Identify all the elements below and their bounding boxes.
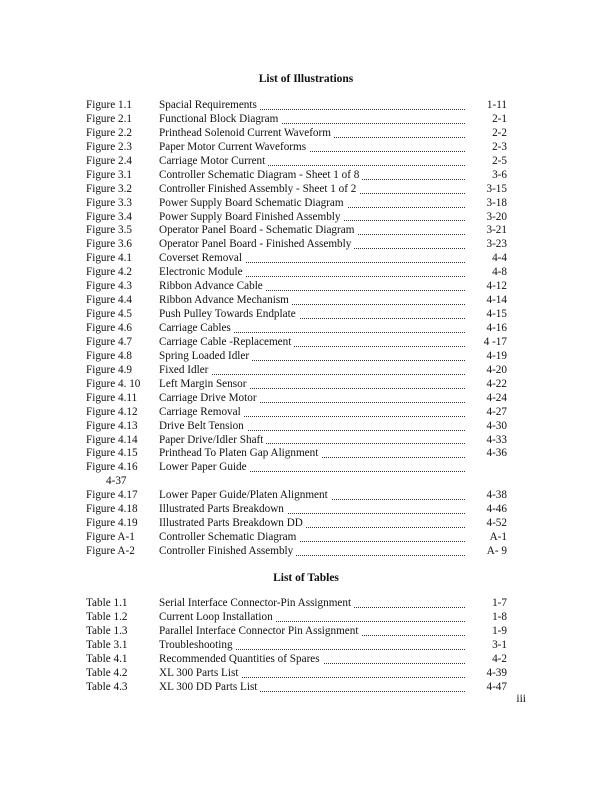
entry-title [159,113,465,127]
entry-title-text: Operator Panel Board - Finished Assembly [159,238,354,250]
entry-number: Figure 2.1 [86,112,132,125]
entry-title-text: Carriage Cable -Replacement [159,336,294,348]
entry-title [159,127,465,141]
entry-title [159,517,465,531]
toc-entry [0,350,612,364]
entry-number: Table 4.3 [86,680,128,693]
toc-entry [0,211,612,225]
toc-entry [0,597,612,611]
entry-number: Figure A-2 [86,545,135,557]
toc-entry [0,169,612,183]
entry-page: 4-33 [486,433,507,446]
entry-page: 4 -17 [483,335,507,348]
entry-number: Figure 4.6 [86,322,132,334]
entry-title-text: Functional Block Diagram [159,113,281,125]
toc-entry [0,252,612,266]
entry-title-text: Lower Paper Guide [159,461,250,473]
toc-entry [0,420,612,434]
entry-title-text: Push Pulley Towards Endplate [159,308,299,320]
entry-page: 2-3 [492,140,507,153]
entry-title [159,197,465,211]
entry-title-text: Power Supply Board Finished Assembly [159,211,344,223]
entry-number: Figure 4.9 [86,363,132,376]
entry-number: Figure A-1 [86,531,135,544]
toc-entry [0,141,612,155]
entry-number: Figure 1.1 [86,99,132,111]
toc-entry [0,545,612,559]
page-number: iii [516,693,526,705]
entry-number: Figure 4.7 [86,335,132,348]
entry-title [159,350,465,364]
toc-entry [0,517,612,531]
entry-title-text: Power Supply Board Schematic Diagram [159,197,347,209]
entry-page: 4-15 [486,308,507,321]
entry-title-text: Controller Schematic Diagram - Sheet 1 of 8 [159,169,362,181]
entry-title [159,183,465,197]
entry-number: Figure 4.18 [86,503,138,516]
entry-title-text: Illustrated Parts Breakdown [159,503,287,515]
entry-page: 4-38 [486,489,507,502]
entry-page: 2-2 [492,126,507,139]
list-of-illustrations-heading: List of Illustrations [258,73,354,85]
entry-title-text: Drive Belt Tension [159,420,247,432]
toc-entry [0,475,612,489]
entry-number: Table 1.3 [86,624,128,637]
entry-number: Figure 4.16 [86,461,138,474]
entry-number: Table 4.2 [86,666,128,679]
entry-number: Table 1.1 [86,597,128,609]
entry-page: 4-12 [486,280,507,293]
illustrations-list [0,99,612,559]
entry-number: Figure 4.14 [86,433,138,446]
entry-page: A- 9 [486,545,507,557]
entry-page: 4-14 [486,294,507,307]
entry-title [159,364,465,378]
entry-page: 4-52 [486,517,507,530]
entry-title [159,611,465,625]
entry-page: 4-22 [486,377,507,390]
entry-title [159,336,465,350]
entry-title [159,681,465,695]
toc-entry [0,238,612,252]
entry-title-text: Ribbon Advance Cable [159,280,266,292]
toc-entry [0,447,612,461]
entry-title-text: Spring Loaded Idler [159,350,252,362]
entry-number: Figure 4.3 [86,280,132,293]
entry-number: Figure 4.5 [86,308,132,321]
entry-title-text: XL 300 Parts List [159,667,241,679]
entry-title [159,420,465,434]
entry-number: Table 3.1 [86,638,128,651]
entry-page: 3-23 [486,238,507,251]
entry-title [159,667,465,681]
toc-entry [0,266,612,280]
entry-page: 2-1 [492,112,507,125]
entry-page-wrapped: 4-37 [106,475,127,488]
entry-page: 3-15 [486,182,507,195]
entry-page: 4-30 [486,419,507,432]
entry-title-text: Printhead Solenoid Current Waveform [159,127,334,139]
entry-title [159,308,465,322]
tables-list [0,597,612,695]
toc-entry [0,224,612,238]
entry-number: Figure 4.12 [86,405,138,418]
entry-number: Figure 3.1 [86,168,132,181]
entry-title-text: Controller Finished Assembly [159,545,296,557]
toc-entry [0,531,612,545]
toc-entry [0,322,612,336]
entry-number: Figure 4.15 [86,447,138,460]
entry-title [159,266,465,280]
entry-title [159,252,465,266]
entry-number: Figure 4.4 [86,294,132,307]
entry-title-text: Lower Paper Guide/Platen Alignment [159,489,331,501]
list-of-tables-heading: List of Tables [273,572,339,584]
entry-title-text: Current Loop Installation [159,611,276,623]
entry-title-text: Carriage Motor Current [159,155,268,167]
entry-number: Figure 4.11 [86,391,138,404]
entry-page: 4-46 [486,503,507,516]
entry-title [159,378,465,392]
entry-title-text: Coverset Removal [159,252,245,264]
entry-title-text: Fixed Idler [159,364,211,376]
entry-page: 4-20 [486,363,507,376]
toc-entry [0,197,612,211]
entry-page: 2-5 [492,154,507,167]
toc-entry [0,406,612,420]
entry-title [159,280,465,294]
entry-title [159,238,465,252]
entry-title-text: Electronic Module [159,266,246,278]
entry-title [159,503,465,517]
entry-title-text: Recommended Quantities of Spares [159,653,323,665]
entry-number: Figure 3.5 [86,224,132,237]
entry-number: Figure 4.13 [86,419,138,432]
toc-entry [0,434,612,448]
toc-entry [0,667,612,681]
toc-entry [0,127,612,141]
toc-entry [0,611,612,625]
entry-title [159,625,465,639]
entry-number: Figure 4.17 [86,489,138,502]
toc-entry [0,280,612,294]
toc-entry [0,392,612,406]
entry-title [159,639,465,653]
entry-number: Figure 3.2 [86,182,132,195]
entry-number: Figure 4.8 [86,349,132,362]
entry-number: Figure 4.19 [86,517,138,530]
toc-entry [0,653,612,667]
entry-page: 4-8 [492,266,507,279]
toc-entry [0,155,612,169]
entry-page: 4-2 [492,652,507,665]
entry-title [159,434,465,448]
toc-entry [0,99,612,113]
entry-number: Table 1.2 [86,610,128,623]
entry-page: 4-24 [486,391,507,404]
entry-page: 1-8 [492,610,507,623]
entry-title [159,99,465,113]
entry-page: 1-9 [492,624,507,637]
entry-number: Figure 2.3 [86,140,132,153]
entry-title [159,406,465,420]
entry-page: 4-47 [486,680,507,693]
entry-title-text: XL 300 DD Parts List [159,681,260,693]
entry-title [159,392,465,406]
entry-number: Figure 4. 10 [86,377,141,390]
entry-title-text: Ribbon Advance Mechanism [159,294,292,306]
entry-title [159,653,465,667]
entry-title-text: Operator Panel Board - Schematic Diagram [159,224,357,236]
toc-entry [0,113,612,127]
entry-page: 3-20 [486,210,507,223]
entry-title [159,597,465,611]
entry-title [159,294,465,308]
entry-number: Figure 4.2 [86,266,132,279]
entry-page: 4-4 [492,252,507,265]
toc-entry [0,294,612,308]
entry-page: 1-7 [492,597,507,609]
entry-title [159,531,465,545]
entry-number: Figure 2.4 [86,154,132,167]
entry-page: 4-27 [486,405,507,418]
entry-number: Figure 4.1 [86,252,132,265]
entry-title [159,489,465,503]
entry-page: 3-18 [486,196,507,209]
toc-entry [0,639,612,653]
entry-page: 4-19 [486,349,507,362]
entry-page: 4-39 [486,666,507,679]
entry-number: Figure 2.2 [86,126,132,139]
entry-title [159,169,465,183]
entry-title-text: Controller Finished Assembly - Sheet 1 of 2 [159,183,359,195]
entry-page: 3-21 [486,224,507,237]
entry-title [159,211,465,225]
entry-number: Table 4.1 [86,652,128,665]
entry-title [159,141,465,155]
entry-number: Figure 3.6 [86,238,132,251]
toc-entry [0,625,612,639]
entry-title-text: Spacial Requirements [159,99,260,111]
entry-title [159,155,465,169]
entry-title [159,224,465,238]
toc-entry [0,336,612,350]
entry-title-text: Controller Schematic Diagram [159,531,299,543]
entry-title [159,545,465,559]
entry-page: 3-1 [492,638,507,651]
entry-title-text: Carriage Drive Motor [159,392,260,404]
entry-title-text: Parallel Interface Connector Pin Assignment [159,625,361,637]
toc-entry [0,461,612,475]
entry-page: 4-16 [486,322,507,334]
entry-title-text: Left Margin Sensor [159,378,249,390]
entry-page: 1-11 [486,99,507,111]
entry-number: Figure 3.3 [86,196,132,209]
entry-title-text: Paper Motor Current Waveforms [159,141,309,153]
entry-title-text: Carriage Cables [159,322,234,334]
entry-number: Figure 3.4 [86,210,132,223]
entry-title [159,447,465,461]
entry-title [159,461,465,475]
toc-entry [0,489,612,503]
toc-entry [0,503,612,517]
entry-title-text: Serial Interface Connector-Pin Assignment [159,597,354,609]
entry-page: 4-36 [486,447,507,460]
entry-title-text: Troubleshooting [159,639,236,651]
toc-entry [0,183,612,197]
entry-title-text: Carriage Removal [159,406,244,418]
toc-entry [0,378,612,392]
entry-title-text: Paper Drive/Idler Shaft [159,434,266,446]
entry-title [159,322,465,336]
entry-page: A-1 [489,531,507,544]
entry-title-text: Illustrated Parts Breakdown DD [159,517,306,529]
entry-title-text: Printhead To Platen Gap Alignment [159,447,321,459]
entry-page: 3-6 [492,168,507,181]
toc-entry [0,364,612,378]
toc-entry [0,308,612,322]
